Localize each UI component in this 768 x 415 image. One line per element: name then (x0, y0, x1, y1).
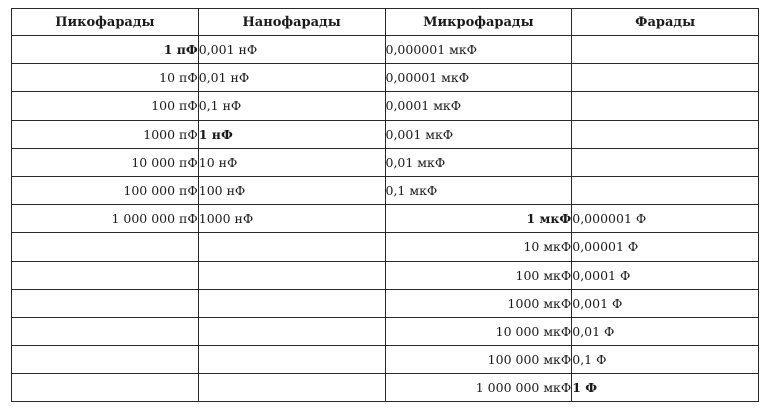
table-row (12, 64, 759, 92)
cell-farads (572, 148, 759, 176)
cell-microfarads: 10 000 мкФ (385, 317, 572, 345)
cell-picofarads: 1 пФ (12, 36, 199, 64)
cell-farads: 0,00001 Ф (572, 233, 759, 261)
header-row (12, 9, 759, 36)
cell-picofarads: 10 000 пФ (12, 148, 199, 176)
table-row (12, 92, 759, 120)
cell-microfarads: 100 000 мкФ (385, 346, 572, 374)
cell-farads: 0,000001 Ф (572, 205, 759, 233)
cell-picofarads: 10 пФ (12, 64, 199, 92)
header-picofarads: Пикофарады (12, 9, 199, 36)
table-row (12, 261, 759, 289)
cell-farads (572, 92, 759, 120)
table-row (12, 346, 759, 374)
cell-nanofarads (198, 233, 385, 261)
capacitance-conversion-table (11, 8, 759, 402)
cell-microfarads: 10 мкФ (385, 233, 572, 261)
table-row (12, 374, 759, 402)
table-row (12, 120, 759, 148)
cell-microfarads: 1 000 000 мкФ (385, 374, 572, 402)
header-microfarads: Микрофарады (385, 9, 572, 36)
cell-microfarads: 0,1 мкФ (385, 176, 572, 204)
cell-nanofarads (198, 261, 385, 289)
header-farads: Фарады (572, 9, 759, 36)
cell-microfarads: 100 мкФ (385, 261, 572, 289)
cell-picofarads (12, 317, 199, 345)
cell-farads (572, 120, 759, 148)
cell-microfarads: 0,0001 мкФ (385, 92, 572, 120)
cell-farads (572, 176, 759, 204)
cell-nanofarads (198, 374, 385, 402)
cell-nanofarads: 10 нФ (198, 148, 385, 176)
cell-microfarads: 0,00001 мкФ (385, 64, 572, 92)
cell-nanofarads: 0,001 нФ (198, 36, 385, 64)
table-row (12, 176, 759, 204)
cell-picofarads: 100 000 пФ (12, 176, 199, 204)
table-row (12, 148, 759, 176)
cell-picofarads (12, 261, 199, 289)
cell-microfarads: 0,001 мкФ (385, 120, 572, 148)
cell-picofarads (12, 289, 199, 317)
cell-farads: 1 Ф (572, 374, 759, 402)
table-row (12, 317, 759, 345)
cell-picofarads (12, 346, 199, 374)
cell-nanofarads (198, 346, 385, 374)
cell-nanofarads: 0,1 нФ (198, 92, 385, 120)
cell-nanofarads: 1000 нФ (198, 205, 385, 233)
cell-nanofarads: 100 нФ (198, 176, 385, 204)
cell-picofarads: 1 000 000 пФ (12, 205, 199, 233)
cell-farads: 0,01 Ф (572, 317, 759, 345)
header-nanofarads: Нанофарады (198, 9, 385, 36)
table-row (12, 233, 759, 261)
cell-farads (572, 64, 759, 92)
cell-nanofarads (198, 317, 385, 345)
table-row (12, 36, 759, 64)
cell-microfarads: 1000 мкФ (385, 289, 572, 317)
cell-farads (572, 36, 759, 64)
cell-picofarads: 100 пФ (12, 92, 199, 120)
cell-picofarads (12, 233, 199, 261)
cell-microfarads: 0,000001 мкФ (385, 36, 572, 64)
cell-microfarads: 0,01 мкФ (385, 148, 572, 176)
cell-picofarads: 1000 пФ (12, 120, 199, 148)
cell-microfarads: 1 мкФ (385, 205, 572, 233)
cell-nanofarads: 0,01 нФ (198, 64, 385, 92)
cell-nanofarads: 1 нФ (198, 120, 385, 148)
cell-farads: 0,0001 Ф (572, 261, 759, 289)
cell-picofarads (12, 374, 199, 402)
cell-farads: 0,001 Ф (572, 289, 759, 317)
cell-farads: 0,1 Ф (572, 346, 759, 374)
table-row (12, 289, 759, 317)
cell-nanofarads (198, 289, 385, 317)
table-row (12, 205, 759, 233)
